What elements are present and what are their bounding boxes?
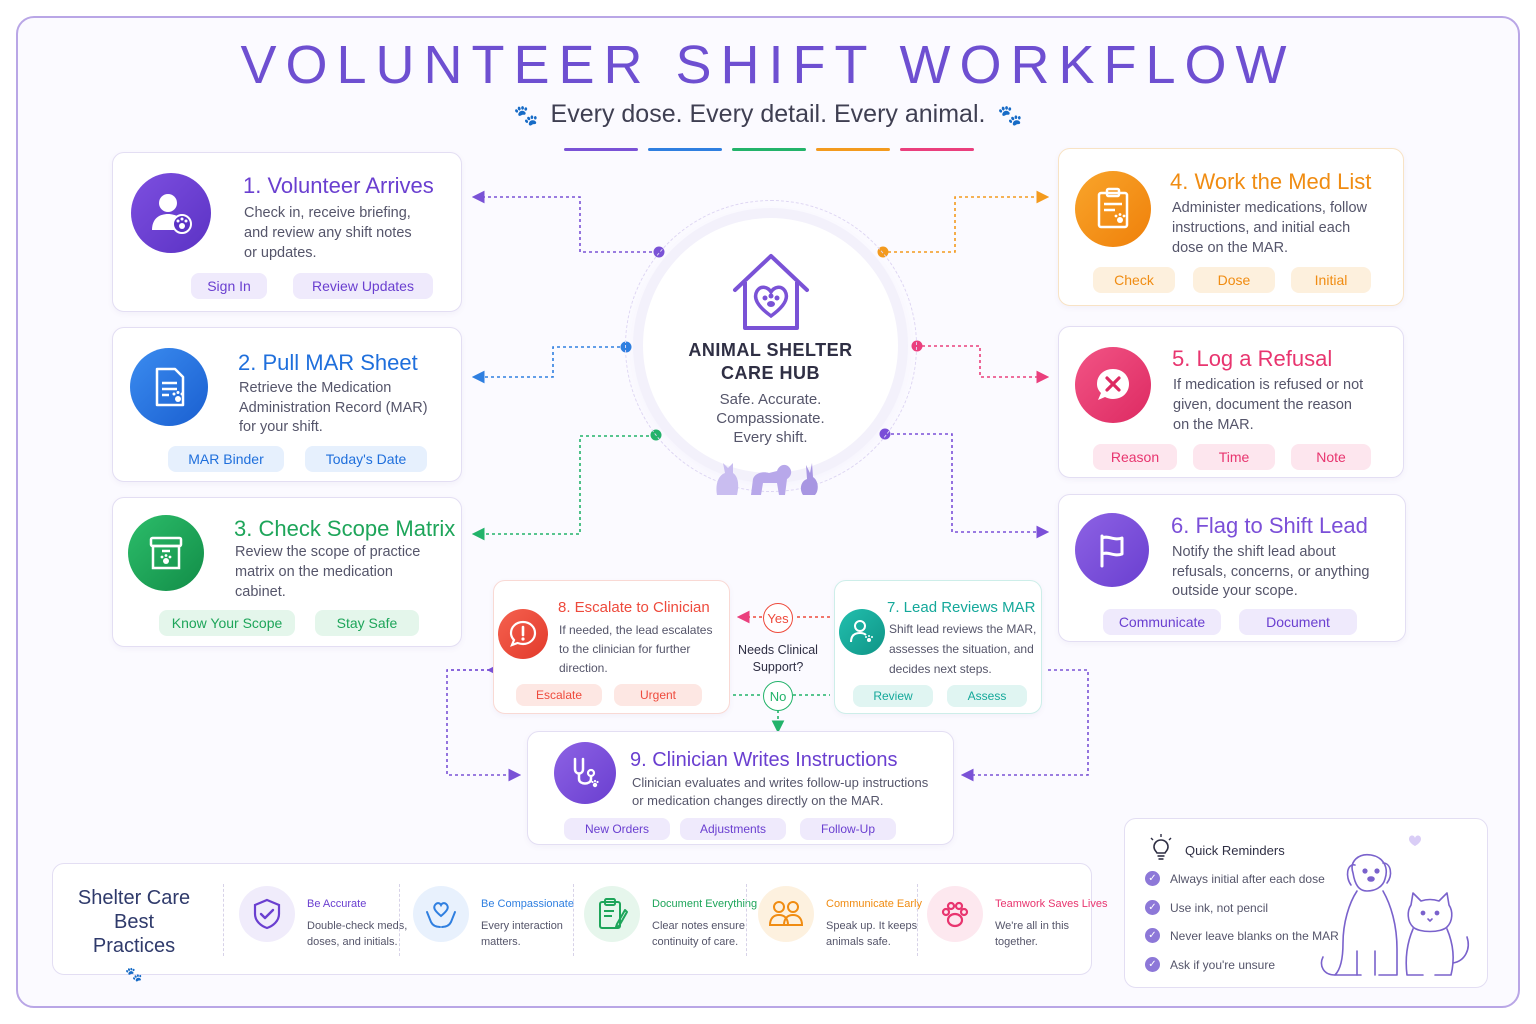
house-paw-icon xyxy=(727,246,815,334)
best-practice-text-line: Every interaction xyxy=(481,920,563,932)
pill-adjustments: Adjustments xyxy=(680,818,786,840)
pill-check: Check xyxy=(1093,267,1175,293)
check-icon: ✓ xyxy=(1145,957,1160,972)
step-title: 1. Volunteer Arrives xyxy=(243,173,434,198)
alert-icon xyxy=(498,609,548,659)
divider xyxy=(399,884,400,956)
reminder-item xyxy=(1145,871,1325,886)
step-desc-line: If needed, the lead escalates xyxy=(559,623,713,637)
pill-mar-binder: MAR Binder xyxy=(168,446,284,472)
paw-icon: 🐾 xyxy=(125,966,143,982)
divider xyxy=(223,884,224,956)
step-card-lead-reviews-mar xyxy=(834,580,1042,714)
best-practice-heading: Be Accurate xyxy=(307,898,367,910)
best-practice-text-line: together. xyxy=(995,936,1038,948)
step-card-flag-to-shift-lead xyxy=(1058,494,1406,642)
step-desc-line: Administration Record (MAR) xyxy=(239,400,428,416)
step-desc-line: If medication is refused or not xyxy=(1173,377,1364,393)
page-title: VOLUNTEER SHIFT WORKFLOW xyxy=(240,35,1296,95)
step-desc-line: Administer medications, follow xyxy=(1172,200,1368,216)
step-desc-line: direction. xyxy=(559,661,608,675)
step-desc-line: Check in, receive briefing, xyxy=(244,205,411,221)
pill-review-updates: Review Updates xyxy=(293,273,433,299)
step-card-check-scope-matrix xyxy=(112,497,462,647)
pill-new-orders: New Orders xyxy=(564,818,670,840)
best-practice-heading: Teamwork Saves Lives xyxy=(995,898,1108,910)
pill-assess: Assess xyxy=(947,685,1027,707)
step-card-work-the-med-list xyxy=(1058,148,1404,306)
step-title: 9. Clinician Writes Instructions xyxy=(630,749,898,771)
best-practice-text-line: Double-check meds, xyxy=(307,920,408,932)
pill-stay-safe: Stay Safe xyxy=(315,610,419,636)
best-practice-heading: Document Everything xyxy=(652,898,758,910)
hub-title-line1: ANIMAL SHELTER xyxy=(688,340,853,360)
pets-silhouette-icon xyxy=(711,453,829,497)
decision-line-1: Needs Clinical xyxy=(738,643,818,657)
step-desc-line: Retrieve the Medication xyxy=(239,380,392,396)
step-desc-line: assesses the situation, and xyxy=(889,642,1034,656)
lightbulb-icon xyxy=(1147,833,1175,863)
reminder-item xyxy=(1145,900,1268,915)
x-bubble-icon xyxy=(1075,347,1151,423)
step-title: 5. Log a Refusal xyxy=(1172,346,1333,371)
pill-know-your-scope: Know Your Scope xyxy=(159,610,295,636)
hub-title-line2: CARE HUB xyxy=(720,363,820,383)
step-title: 3. Check Scope Matrix xyxy=(234,516,456,541)
step-desc-line: for your shift. xyxy=(239,419,323,435)
document-paw-icon xyxy=(130,348,208,426)
decision-question xyxy=(735,642,821,676)
check-icon: ✓ xyxy=(1145,928,1160,943)
step-desc-line: on the MAR. xyxy=(1173,417,1254,433)
reminder-item xyxy=(1145,957,1275,972)
best-practices-title xyxy=(73,886,195,986)
step-desc-line: to the clinician for further xyxy=(559,642,691,656)
decision-line-2: Support? xyxy=(752,660,804,674)
divider xyxy=(573,884,574,956)
best-practices-title-line-2: Best Practices xyxy=(92,911,176,957)
person-paw-icon xyxy=(131,173,211,253)
step-desc-line: decides next steps. xyxy=(889,662,992,676)
step-desc-line: Shift lead reviews the MAR, xyxy=(889,622,1037,636)
step-desc-line: outside your scope. xyxy=(1172,583,1298,599)
shield-check-icon xyxy=(239,886,295,942)
hub-tag-3: Every shift. xyxy=(733,429,808,446)
step-card-volunteer-arrives xyxy=(112,152,462,312)
reminder-text: Use ink, not pencil xyxy=(1170,900,1269,915)
step-desc-line: Clinician evaluates and writes follow-up instructions xyxy=(632,775,929,790)
clipboard-paw-icon xyxy=(1075,171,1151,247)
divider xyxy=(746,884,747,956)
step-desc-line: cabinet. xyxy=(235,584,286,600)
paw-icon: 🐾 xyxy=(997,105,1023,127)
reminder-text: Ask if you're unsure xyxy=(1170,957,1276,972)
step-title: 2. Pull MAR Sheet xyxy=(238,350,418,375)
best-practice-text-line: Clear notes ensure xyxy=(652,920,745,932)
step-card-clinician-writes-instructions xyxy=(527,731,954,845)
pill-sign-in: Sign In xyxy=(191,273,267,299)
quick-reminders-panel xyxy=(1124,818,1488,988)
best-practice-text xyxy=(652,918,745,950)
best-practice-text-line: continuity of care. xyxy=(652,936,739,948)
best-practice-text xyxy=(307,918,407,950)
dog-and-cat-illustration-icon xyxy=(1313,833,1479,983)
paw-icon xyxy=(927,886,983,942)
stethoscope-paw-icon xyxy=(554,742,616,804)
pill-escalate: Escalate xyxy=(516,684,602,706)
best-practice-text xyxy=(826,918,917,950)
step-title: 6. Flag to Shift Lead xyxy=(1171,513,1368,538)
step-title: 4. Work the Med List xyxy=(1170,169,1372,194)
quick-reminders-title: Quick Reminders xyxy=(1185,843,1285,858)
best-practice-text-line: We're all in this xyxy=(995,920,1070,932)
clipboard-pen-icon xyxy=(584,886,640,942)
reminder-text: Never leave blanks on the MAR xyxy=(1170,928,1339,943)
pill-follow-up: Follow-Up xyxy=(800,818,896,840)
check-icon: ✓ xyxy=(1145,900,1160,915)
decision-no: No xyxy=(763,681,793,711)
best-practice-heading: Communicate Early xyxy=(826,898,922,910)
pill-urgent: Urgent xyxy=(614,684,702,706)
pill-note: Note xyxy=(1291,444,1371,470)
step-desc-line: or medication changes directly on the MAR. xyxy=(632,793,884,808)
pill-dose: Dose xyxy=(1193,267,1275,293)
decision-yes: Yes xyxy=(763,603,793,633)
step-desc-line: Review the scope of practice xyxy=(235,544,421,560)
heart-hands-icon xyxy=(413,886,469,942)
best-practice-text xyxy=(481,918,563,950)
paw-icon: 🐾 xyxy=(513,105,539,127)
lead-paw-icon xyxy=(839,609,885,655)
pill-initial: Initial xyxy=(1291,267,1371,293)
step-desc-line: instructions, and initial each xyxy=(1172,220,1351,236)
best-practice-text-line: Speak up. It keeps xyxy=(826,920,918,932)
hub-tagline xyxy=(643,390,898,447)
step-card-pull-mar-sheet xyxy=(112,327,462,482)
best-practices-panel xyxy=(52,863,1108,982)
hub-tag-1: Safe. Accurate. xyxy=(719,391,822,408)
team-icon xyxy=(758,886,814,942)
step-title: 8. Escalate to Clinician xyxy=(558,599,710,616)
pill-time: Time xyxy=(1193,444,1275,470)
step-title: 7. Lead Reviews MAR xyxy=(887,599,1036,616)
reminder-item xyxy=(1145,928,1339,943)
best-practices-title-line-1: Shelter Care xyxy=(77,887,191,909)
step-desc-line: Notify the shift lead about xyxy=(1172,544,1336,560)
pill-review: Review xyxy=(853,685,933,707)
step-desc-line: and review any shift notes xyxy=(244,225,412,241)
divider xyxy=(917,884,918,956)
pill-document: Document xyxy=(1239,609,1357,635)
care-hub xyxy=(643,218,898,473)
best-practice-text-line: doses, and initials. xyxy=(307,936,398,948)
pill-reason: Reason xyxy=(1093,444,1177,470)
reminder-text: Always initial after each dose xyxy=(1170,871,1325,886)
step-desc-line: given, document the reason xyxy=(1173,397,1352,413)
pill-todays-date: Today's Date xyxy=(305,446,427,472)
step-card-log-a-refusal xyxy=(1058,326,1404,478)
best-practice-text xyxy=(995,918,1069,950)
subtitle-text: Every dose. Every detail. Every animal. xyxy=(550,100,986,128)
step-desc-line: refusals, concerns, or anything xyxy=(1172,564,1370,580)
step-desc-line: matrix on the medication xyxy=(235,564,393,580)
step-desc-line: or updates. xyxy=(244,245,317,261)
step-card-escalate-to-clinician xyxy=(493,580,730,714)
pill-communicate: Communicate xyxy=(1103,609,1221,635)
hub-tag-2: Compassionate. xyxy=(716,410,825,427)
flag-icon xyxy=(1075,513,1149,587)
step-desc-line: dose on the MAR. xyxy=(1172,240,1289,256)
cabinet-paw-icon xyxy=(128,515,204,591)
best-practice-heading: Be Compassionate xyxy=(481,898,574,910)
best-practice-text-line: animals safe. xyxy=(826,936,891,948)
best-practice-text-line: matters. xyxy=(481,936,521,948)
check-icon: ✓ xyxy=(1145,871,1160,886)
